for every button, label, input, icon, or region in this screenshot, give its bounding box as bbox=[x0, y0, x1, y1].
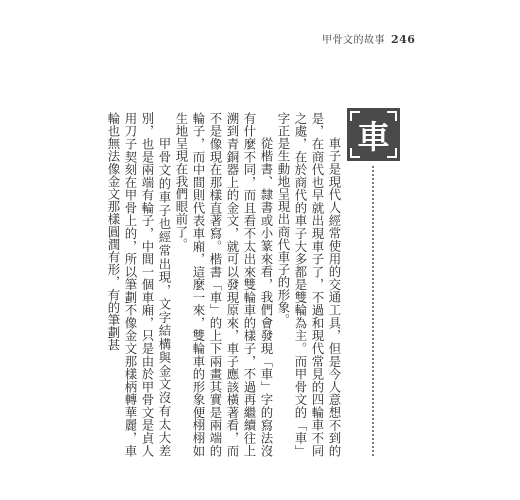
corner-mark-icon bbox=[350, 111, 360, 121]
running-header bbox=[322, 31, 415, 46]
paragraph-1: 車子是現代人經常使用的交通工具，但是今人意想不到的是，在商代也早就出現車子了，不過和現代常見的四輪車不同之處，在於商代的車子大多都是雙輪為主。而甲骨文的「車」字正是生動地呈現出商代車子的形象。 bbox=[276, 112, 342, 457]
corner-mark-icon bbox=[350, 148, 360, 158]
paragraph-2: 從楷書、隸書或小篆來看，我們會發現「車」字的寫法沒有什麼不同，而且看不太出來雙輪車的樣子，不過再繼續往上溯到青銅器上的金文，就可以發現原來，車子應該橫著看，而不是像現在那樣直著寫。楷書「車」的上下兩畫其實是兩端的輪子，而中間則代表車廂，這麼一來，雙輪車的形象便栩栩如生地呈現在我們眼前了。 bbox=[174, 112, 274, 457]
paragraph-3: 甲骨文的車子也經常出現，文字結構與金文沒有太大差別，也是兩端有輪子，中間一個車廂，只是由於甲骨文是貞人用刀子契刻在甲骨上的，所以筆劃不像金文那樣柄轉華麗，車輪也無法像金文那樣圓潤有形，有的筆劃甚 bbox=[106, 112, 172, 457]
book-title: 甲骨文的故事 bbox=[322, 35, 385, 46]
entry-character-badge bbox=[347, 108, 400, 161]
page-number: 246 bbox=[391, 33, 416, 46]
dotted-divider bbox=[372, 166, 374, 456]
entry-character: 車 bbox=[357, 117, 390, 156]
corner-mark-icon bbox=[387, 111, 397, 121]
corner-mark-icon bbox=[387, 148, 397, 158]
body-text bbox=[106, 112, 343, 457]
